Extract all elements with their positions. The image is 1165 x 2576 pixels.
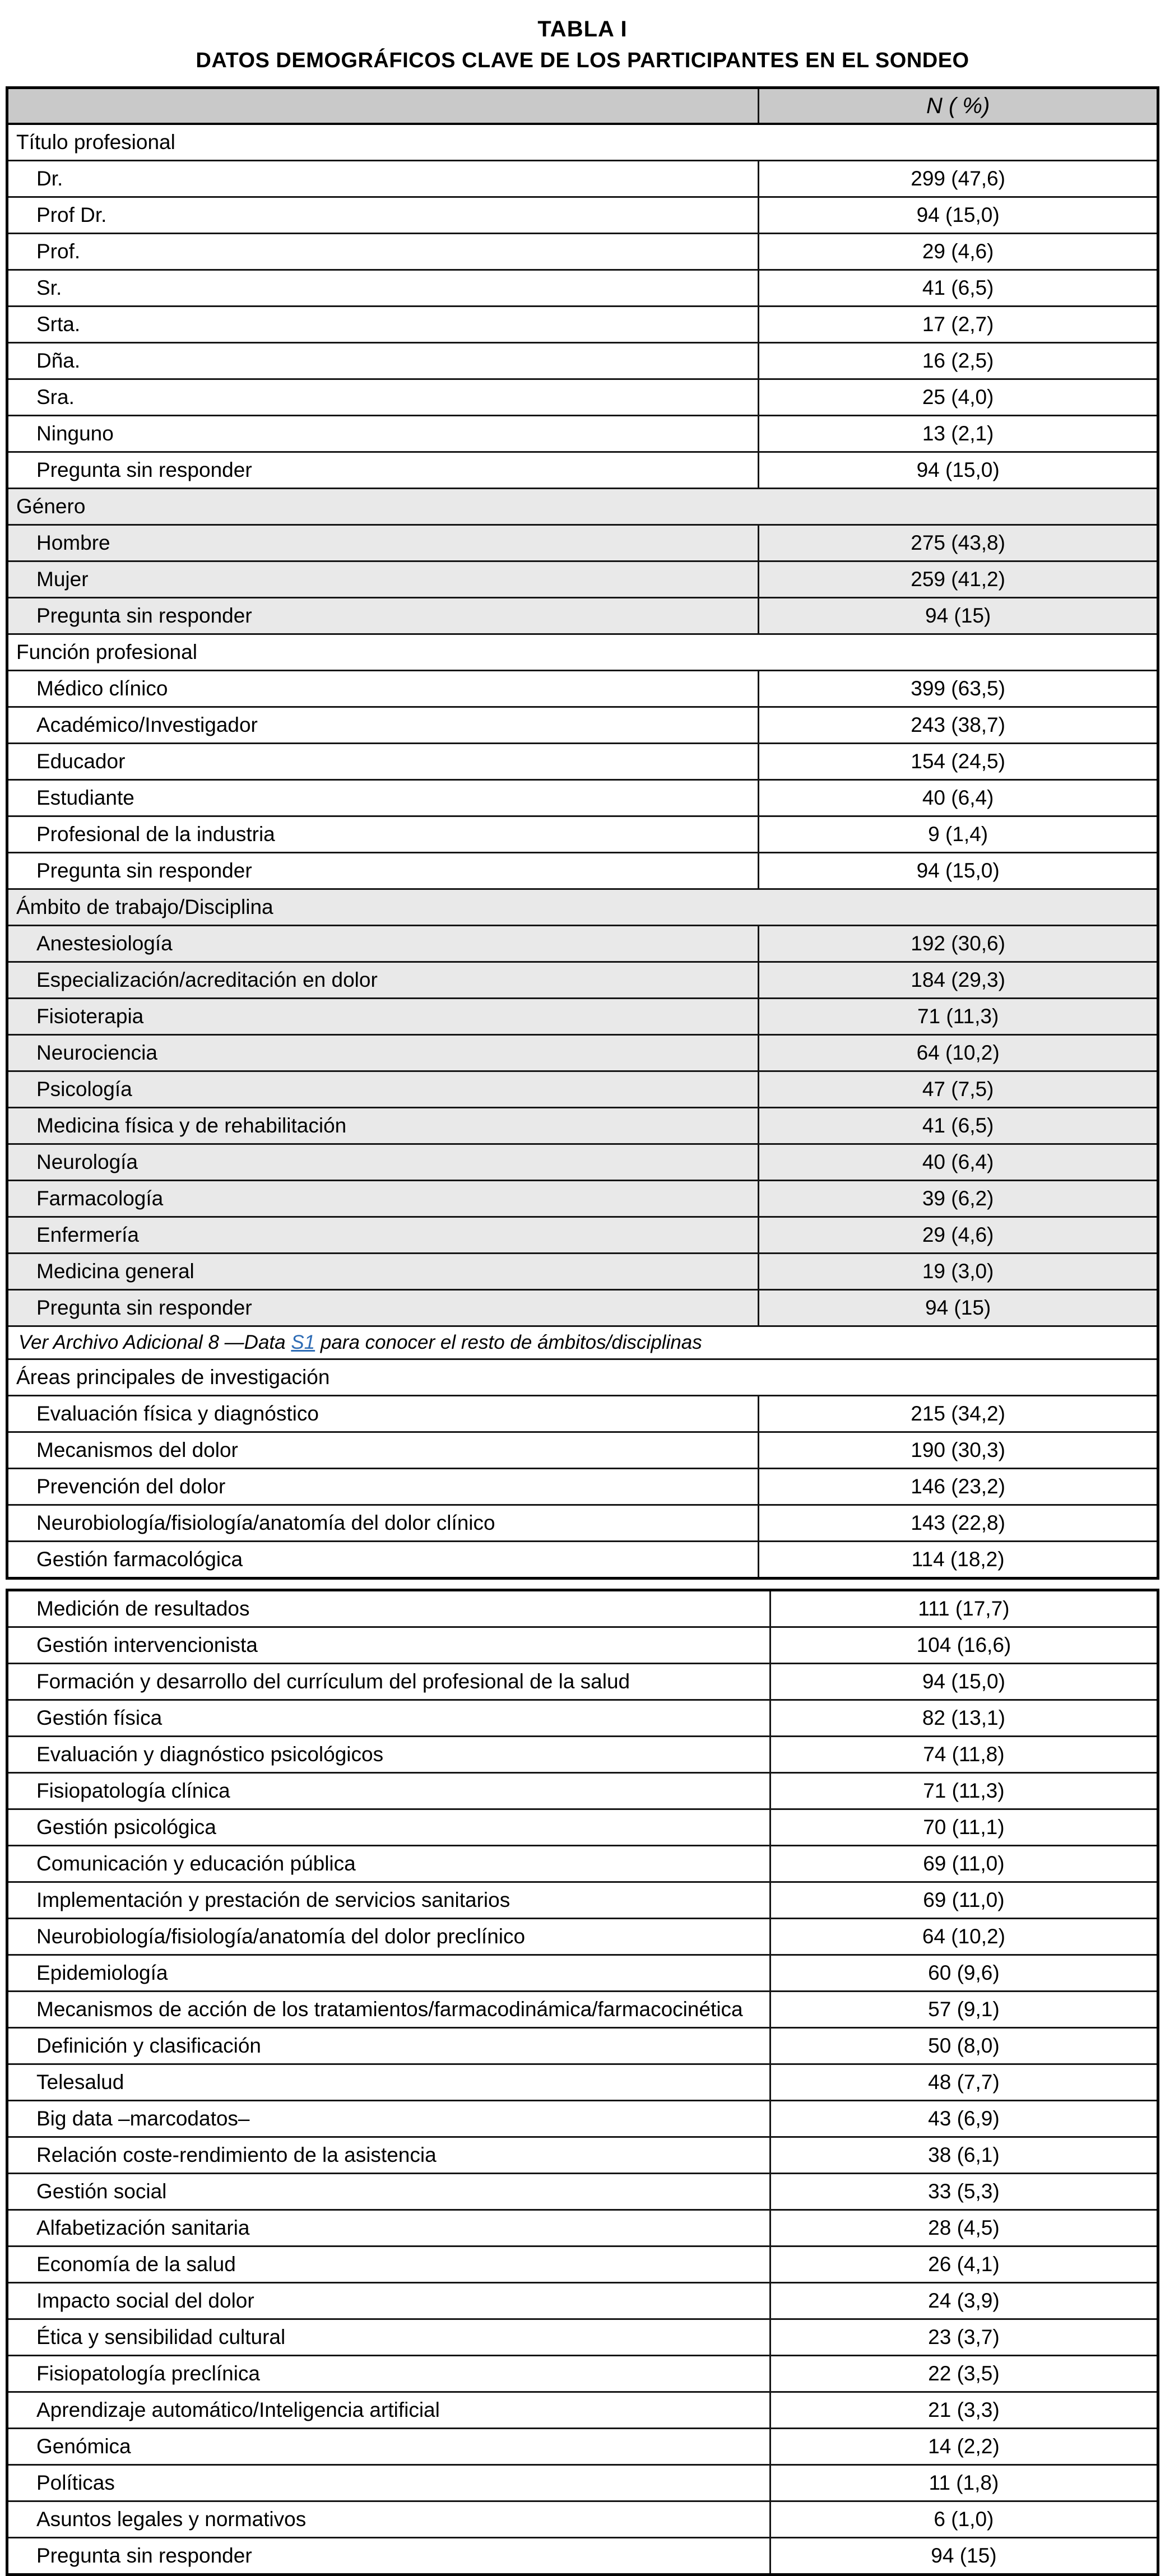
row-label: Especialización/acreditación en dolor bbox=[7, 962, 759, 999]
row-value: 23 (3,7) bbox=[770, 2319, 1158, 2356]
row-value: 11 (1,8) bbox=[770, 2465, 1158, 2501]
table-row bbox=[7, 999, 1158, 1035]
row-label: Pregunta sin responder bbox=[7, 1290, 759, 1326]
row-value: 71 (11,3) bbox=[770, 1773, 1158, 1809]
row-value: 48 (7,7) bbox=[770, 2064, 1158, 2101]
row-value: 190 (30,3) bbox=[759, 1432, 1158, 1469]
table-row bbox=[7, 744, 1158, 780]
row-value: 69 (11,0) bbox=[770, 1846, 1158, 1882]
table-row bbox=[7, 1254, 1158, 1290]
row-label: Estudiante bbox=[7, 780, 759, 816]
row-value: 57 (9,1) bbox=[770, 1992, 1158, 2028]
table-row bbox=[7, 1590, 1158, 1627]
table-row bbox=[7, 2064, 1158, 2101]
row-value: 29 (4,6) bbox=[759, 1217, 1158, 1254]
table-row bbox=[7, 1432, 1158, 1469]
table-row bbox=[7, 197, 1158, 234]
table-row bbox=[7, 926, 1158, 962]
row-label: Fisiopatología clínica bbox=[7, 1773, 771, 1809]
table-row bbox=[7, 707, 1158, 744]
table-row bbox=[7, 1882, 1158, 1919]
table-row bbox=[7, 1290, 1158, 1326]
row-label: Enfermería bbox=[7, 1217, 759, 1254]
section-header-row bbox=[7, 634, 1158, 671]
table-row bbox=[7, 1217, 1158, 1254]
table-row bbox=[7, 1108, 1158, 1144]
table-row bbox=[7, 1627, 1158, 1664]
row-label: Relación coste-rendimiento de la asistencia bbox=[7, 2137, 771, 2174]
row-value: 41 (6,5) bbox=[759, 270, 1158, 307]
row-label: Implementación y prestación de servicios sanitarios bbox=[7, 1882, 771, 1919]
table-row bbox=[7, 452, 1158, 489]
row-value: 6 (1,0) bbox=[770, 2501, 1158, 2538]
row-value: 43 (6,9) bbox=[770, 2101, 1158, 2137]
row-label: Sra. bbox=[7, 379, 759, 416]
section-header-row bbox=[7, 1359, 1158, 1396]
row-value: 114 (18,2) bbox=[759, 1542, 1158, 1579]
table-row bbox=[7, 1664, 1158, 1700]
section-header-row bbox=[7, 889, 1158, 926]
row-value: 50 (8,0) bbox=[770, 2028, 1158, 2064]
row-value: 40 (6,4) bbox=[759, 1144, 1158, 1181]
row-label: Prevención del dolor bbox=[7, 1469, 759, 1505]
row-value: 14 (2,2) bbox=[770, 2429, 1158, 2465]
row-value: 94 (15) bbox=[759, 598, 1158, 634]
table-row bbox=[7, 816, 1158, 853]
row-value: 13 (2,1) bbox=[759, 416, 1158, 452]
table-container bbox=[6, 86, 1159, 2576]
section-header-label: Título profesional bbox=[7, 124, 1158, 161]
row-label: Dña. bbox=[7, 343, 759, 379]
row-label: Mujer bbox=[7, 561, 759, 598]
row-value: 94 (15) bbox=[770, 2538, 1158, 2575]
table-row bbox=[7, 1035, 1158, 1071]
row-label: Srta. bbox=[7, 307, 759, 343]
section-header-label: Áreas principales de investigación bbox=[7, 1359, 1158, 1396]
row-value: 399 (63,5) bbox=[759, 671, 1158, 707]
table-row bbox=[7, 2247, 1158, 2283]
row-value: 60 (9,6) bbox=[770, 1955, 1158, 1992]
table-header-row bbox=[7, 88, 1158, 124]
row-label: Genómica bbox=[7, 2429, 771, 2465]
section-header-row bbox=[7, 489, 1158, 525]
table-row bbox=[7, 2319, 1158, 2356]
row-value: 215 (34,2) bbox=[759, 1396, 1158, 1432]
table-row bbox=[7, 1846, 1158, 1882]
row-label: Fisiopatología preclínica bbox=[7, 2356, 771, 2392]
table-row bbox=[7, 1700, 1158, 1737]
table-row bbox=[7, 561, 1158, 598]
row-label: Profesional de la industria bbox=[7, 816, 759, 853]
row-label: Mecanismos del dolor bbox=[7, 1432, 759, 1469]
table-row bbox=[7, 525, 1158, 561]
table-row bbox=[7, 161, 1158, 197]
row-label: Gestión intervencionista bbox=[7, 1627, 771, 1664]
table-row bbox=[7, 1773, 1158, 1809]
table-row bbox=[7, 307, 1158, 343]
table-row bbox=[7, 1809, 1158, 1846]
row-value: 24 (3,9) bbox=[770, 2283, 1158, 2319]
table-row bbox=[7, 270, 1158, 307]
table-row bbox=[7, 2137, 1158, 2174]
table-row bbox=[7, 2356, 1158, 2392]
row-label: Mecanismos de acción de los tratamientos/farmacodinámica/farmacocinética bbox=[7, 1992, 771, 2028]
table-row bbox=[7, 1396, 1158, 1432]
row-label: Alfabetización sanitaria bbox=[7, 2210, 771, 2247]
row-label: Pregunta sin responder bbox=[7, 853, 759, 889]
row-label: Gestión física bbox=[7, 1700, 771, 1737]
row-value: 9 (1,4) bbox=[759, 816, 1158, 853]
table-row bbox=[7, 780, 1158, 816]
row-value: 94 (15,0) bbox=[759, 197, 1158, 234]
table-row bbox=[7, 416, 1158, 452]
row-value: 111 (17,7) bbox=[770, 1590, 1158, 1627]
table-row bbox=[7, 1181, 1158, 1217]
row-value: 21 (3,3) bbox=[770, 2392, 1158, 2429]
row-value: 22 (3,5) bbox=[770, 2356, 1158, 2392]
table-row bbox=[7, 2392, 1158, 2429]
table-row bbox=[7, 2028, 1158, 2064]
row-value: 39 (6,2) bbox=[759, 1181, 1158, 1217]
row-label: Neurología bbox=[7, 1144, 759, 1181]
footnote-text: Ver Archivo Adicional 8 —Data S1 para conocer el resto de ámbitos/disciplinas bbox=[7, 1326, 1158, 1359]
row-label: Gestión psicológica bbox=[7, 1809, 771, 1846]
table-row bbox=[7, 2538, 1158, 2575]
table-row bbox=[7, 2210, 1158, 2247]
row-label: Medicina física y de rehabilitación bbox=[7, 1108, 759, 1144]
section-header-label: Género bbox=[7, 489, 1158, 525]
row-value: 28 (4,5) bbox=[770, 2210, 1158, 2247]
row-value: 16 (2,5) bbox=[759, 343, 1158, 379]
row-value: 94 (15) bbox=[759, 1290, 1158, 1326]
section-header-label: Función profesional bbox=[7, 634, 1158, 671]
row-value: 143 (22,8) bbox=[759, 1505, 1158, 1542]
section-header-row bbox=[7, 124, 1158, 161]
row-value: 69 (11,0) bbox=[770, 1882, 1158, 1919]
row-label: Pregunta sin responder bbox=[7, 598, 759, 634]
row-label: Comunicación y educación pública bbox=[7, 1846, 771, 1882]
row-label: Prof Dr. bbox=[7, 197, 759, 234]
table-row bbox=[7, 1542, 1158, 1579]
row-value: 26 (4,1) bbox=[770, 2247, 1158, 2283]
row-label: Educador bbox=[7, 744, 759, 780]
table-row bbox=[7, 2429, 1158, 2465]
row-label: Fisioterapia bbox=[7, 999, 759, 1035]
row-label: Pregunta sin responder bbox=[7, 2538, 771, 2575]
row-label: Hombre bbox=[7, 525, 759, 561]
row-label: Telesalud bbox=[7, 2064, 771, 2101]
row-label: Dr. bbox=[7, 161, 759, 197]
row-label: Políticas bbox=[7, 2465, 771, 2501]
row-value: 154 (24,5) bbox=[759, 744, 1158, 780]
row-label: Neurobiología/fisiología/anatomía del dolor preclínico bbox=[7, 1919, 771, 1955]
row-label: Definición y clasificación bbox=[7, 2028, 771, 2064]
row-value: 29 (4,6) bbox=[759, 234, 1158, 270]
row-value: 82 (13,1) bbox=[770, 1700, 1158, 1737]
row-label: Académico/Investigador bbox=[7, 707, 759, 744]
row-value: 64 (10,2) bbox=[770, 1919, 1158, 1955]
table-row bbox=[7, 234, 1158, 270]
row-label: Asuntos legales y normativos bbox=[7, 2501, 771, 2538]
row-label: Economía de la salud bbox=[7, 2247, 771, 2283]
table-row bbox=[7, 2283, 1158, 2319]
row-label: Aprendizaje automático/Inteligencia artificial bbox=[7, 2392, 771, 2429]
table-row bbox=[7, 1144, 1158, 1181]
row-value: 243 (38,7) bbox=[759, 707, 1158, 744]
row-value: 259 (41,2) bbox=[759, 561, 1158, 598]
table-row bbox=[7, 2465, 1158, 2501]
row-label: Evaluación y diagnóstico psicológicos bbox=[7, 1737, 771, 1773]
row-label: Gestión farmacológica bbox=[7, 1542, 759, 1579]
table-row bbox=[7, 1071, 1158, 1108]
row-value: 74 (11,8) bbox=[770, 1737, 1158, 1773]
row-value: 94 (15,0) bbox=[759, 853, 1158, 889]
row-value: 38 (6,1) bbox=[770, 2137, 1158, 2174]
row-value: 64 (10,2) bbox=[759, 1035, 1158, 1071]
row-value: 71 (11,3) bbox=[759, 999, 1158, 1035]
data-s1-link[interactable]: S1 bbox=[291, 1331, 315, 1354]
table-row bbox=[7, 1505, 1158, 1542]
table-row bbox=[7, 343, 1158, 379]
footnote-row bbox=[7, 1326, 1158, 1359]
table-number-title: TABLA I bbox=[537, 17, 628, 41]
row-label: Psicología bbox=[7, 1071, 759, 1108]
section-header-label: Ámbito de trabajo/Disciplina bbox=[7, 889, 1158, 926]
row-value: 47 (7,5) bbox=[759, 1071, 1158, 1108]
row-label: Evaluación física y diagnóstico bbox=[7, 1396, 759, 1432]
row-label: Prof. bbox=[7, 234, 759, 270]
row-value: 41 (6,5) bbox=[759, 1108, 1158, 1144]
row-value: 299 (47,6) bbox=[759, 161, 1158, 197]
table-row bbox=[7, 2174, 1158, 2210]
table-caption: DATOS DEMOGRÁFICOS CLAVE DE LOS PARTICIPANTES EN EL SONDEO bbox=[196, 49, 969, 72]
row-label: Neurobiología/fisiología/anatomía del dolor clínico bbox=[7, 1505, 759, 1542]
row-value: 94 (15,0) bbox=[770, 1664, 1158, 1700]
row-label: Neurociencia bbox=[7, 1035, 759, 1071]
table-row bbox=[7, 853, 1158, 889]
row-label: Impacto social del dolor bbox=[7, 2283, 771, 2319]
row-value: 70 (11,1) bbox=[770, 1809, 1158, 1846]
header-empty-cell bbox=[7, 88, 759, 124]
row-label: Ética y sensibilidad cultural bbox=[7, 2319, 771, 2356]
table-row bbox=[7, 962, 1158, 999]
table-row bbox=[7, 1919, 1158, 1955]
table-row bbox=[7, 379, 1158, 416]
row-label: Gestión social bbox=[7, 2174, 771, 2210]
table-row bbox=[7, 1955, 1158, 1992]
row-label: Medicina general bbox=[7, 1254, 759, 1290]
row-label: Medición de resultados bbox=[36, 1597, 250, 1621]
row-value: 104 (16,6) bbox=[770, 1627, 1158, 1664]
row-label: Pregunta sin responder bbox=[7, 452, 759, 489]
row-value: 184 (29,3) bbox=[759, 962, 1158, 999]
table-row bbox=[7, 1469, 1158, 1505]
table-row bbox=[7, 1737, 1158, 1773]
row-value: 17 (2,7) bbox=[759, 307, 1158, 343]
row-label: Epidemiología bbox=[7, 1955, 771, 1992]
table-row bbox=[7, 2101, 1158, 2137]
demographics-table-segment-2 bbox=[6, 1589, 1159, 2576]
row-value: 146 (23,2) bbox=[759, 1469, 1158, 1505]
row-value: 275 (43,8) bbox=[759, 525, 1158, 561]
row-label: Anestesiología bbox=[7, 926, 759, 962]
row-value: 33 (5,3) bbox=[770, 2174, 1158, 2210]
row-value: 25 (4,0) bbox=[759, 379, 1158, 416]
row-label: Formación y desarrollo del currículum del profesional de la salud bbox=[7, 1664, 771, 1700]
row-value: 192 (30,6) bbox=[759, 926, 1158, 962]
row-value: 94 (15,0) bbox=[759, 452, 1158, 489]
row-value: 19 (3,0) bbox=[759, 1254, 1158, 1290]
row-label: Ninguno bbox=[7, 416, 759, 452]
table-row bbox=[7, 671, 1158, 707]
header-n-percent-cell: N ( %) bbox=[759, 88, 1158, 124]
demographics-table-segment-1 bbox=[6, 86, 1159, 1580]
table-row bbox=[7, 2501, 1158, 2538]
row-value: 40 (6,4) bbox=[759, 780, 1158, 816]
row-label: Médico clínico bbox=[7, 671, 759, 707]
table-row bbox=[7, 598, 1158, 634]
row-label: Sr. bbox=[7, 270, 759, 307]
row-label: Big data –marcodatos– bbox=[7, 2101, 771, 2137]
table-row bbox=[7, 1992, 1158, 2028]
row-label: Farmacología bbox=[7, 1181, 759, 1217]
